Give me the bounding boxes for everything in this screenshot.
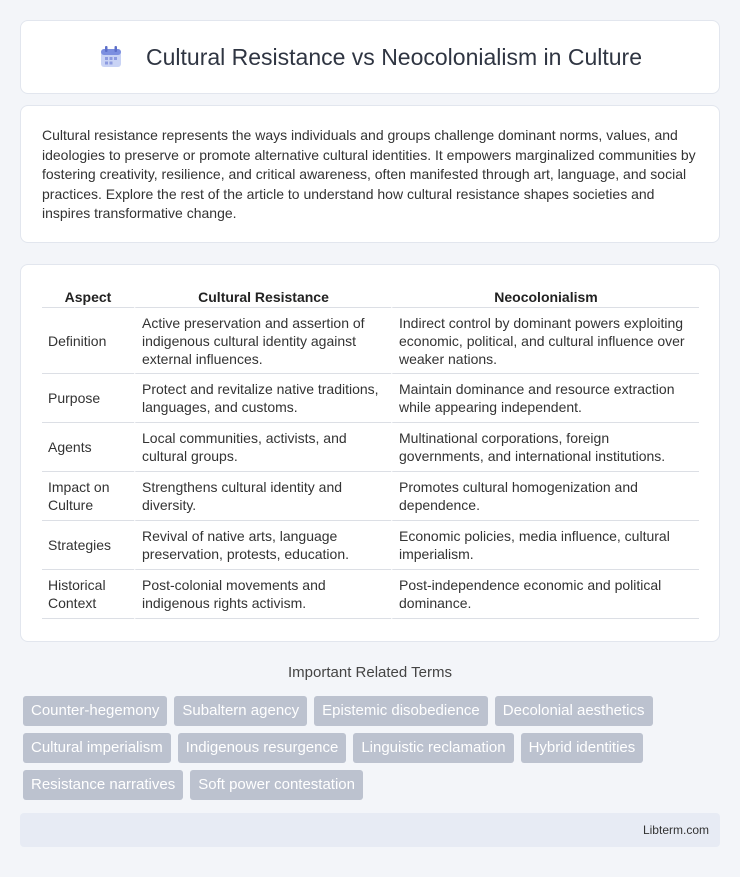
tag-link[interactable]: Decolonial aesthetics (495, 696, 653, 726)
table-row (42, 521, 699, 570)
row-neocolonialism: Promotes cultural homogenization and dependence. (391, 472, 699, 521)
page-title: Cultural Resistance vs Neocolonialism in Culture (146, 43, 642, 70)
tag-link[interactable]: Epistemic disobedience (314, 696, 488, 726)
row-aspect: Definition (42, 308, 134, 374)
intro-card (20, 105, 720, 243)
title-card (20, 20, 720, 94)
row-neocolonialism: Post-independence economic and political dominance. (391, 570, 699, 619)
intro-paragraph: Cultural resistance represents the ways individuals and groups challenge dominant norms, values, and ideologies to preserve or promote alternative cultural identities. It empowers marginalized communities by fostering creativity, resilience, and critical awareness, often manifested through art, language, and social practices. Explore the rest of the article to understand how cultural resistance shapes societies and inspires transformative change. (42, 127, 696, 221)
footer-site-link[interactable]: Libterm.com (642, 823, 709, 837)
table-row (42, 423, 699, 472)
tag-link[interactable]: Cultural imperialism (23, 733, 171, 763)
footer (20, 813, 720, 847)
row-neocolonialism: Multinational corporations, foreign governments, and international institutions. (391, 423, 699, 472)
tag-link[interactable]: Counter-hegemony (23, 696, 167, 726)
related-terms-title: Important Related Terms (288, 664, 452, 681)
row-neocolonialism: Indirect control by dominant powers exploiting economic, political, and cultural influence over weaker nations. (391, 308, 699, 374)
tag-link[interactable]: Indigenous resurgence (178, 733, 347, 763)
tag-link[interactable]: Resistance narratives (23, 770, 183, 800)
row-cultural-resistance: Local communities, activists, and cultural groups. (134, 423, 391, 472)
comparison-card (20, 264, 720, 642)
table-row (42, 472, 699, 521)
row-aspect: Historical Context (42, 570, 134, 619)
tag-link[interactable]: Linguistic reclamation (353, 733, 513, 763)
header-neocolonialism: Neocolonialism (391, 283, 699, 308)
row-neocolonialism: Maintain dominance and resource extraction while appearing independent. (391, 374, 699, 423)
row-cultural-resistance: Active preservation and assertion of indigenous cultural identity against external influences. (134, 308, 391, 374)
table-row (42, 308, 699, 374)
row-cultural-resistance: Strengthens cultural identity and diversity. (134, 472, 391, 521)
row-neocolonialism: Economic policies, media influence, cultural imperialism. (391, 521, 699, 570)
row-cultural-resistance: Post-colonial movements and indigenous rights activism. (134, 570, 391, 619)
table-row (42, 374, 699, 423)
table-header-row (42, 283, 699, 308)
calendar-icon (98, 44, 124, 70)
comparison-table (42, 283, 699, 619)
tag-link[interactable]: Soft power contestation (190, 770, 363, 800)
row-cultural-resistance: Revival of native arts, language preservation, protests, education. (134, 521, 391, 570)
row-aspect: Agents (42, 423, 134, 472)
tag-link[interactable]: Subaltern agency (174, 696, 307, 726)
row-aspect: Strategies (42, 521, 134, 570)
table-row (42, 570, 699, 619)
row-aspect: Impact on Culture (42, 472, 134, 521)
related-terms-tags (23, 696, 703, 807)
header-cultural-resistance: Cultural Resistance (134, 283, 391, 308)
row-aspect: Purpose (42, 374, 134, 423)
row-cultural-resistance: Protect and revitalize native traditions, languages, and customs. (134, 374, 391, 423)
header-aspect: Aspect (42, 283, 134, 308)
tag-link[interactable]: Hybrid identities (521, 733, 644, 763)
